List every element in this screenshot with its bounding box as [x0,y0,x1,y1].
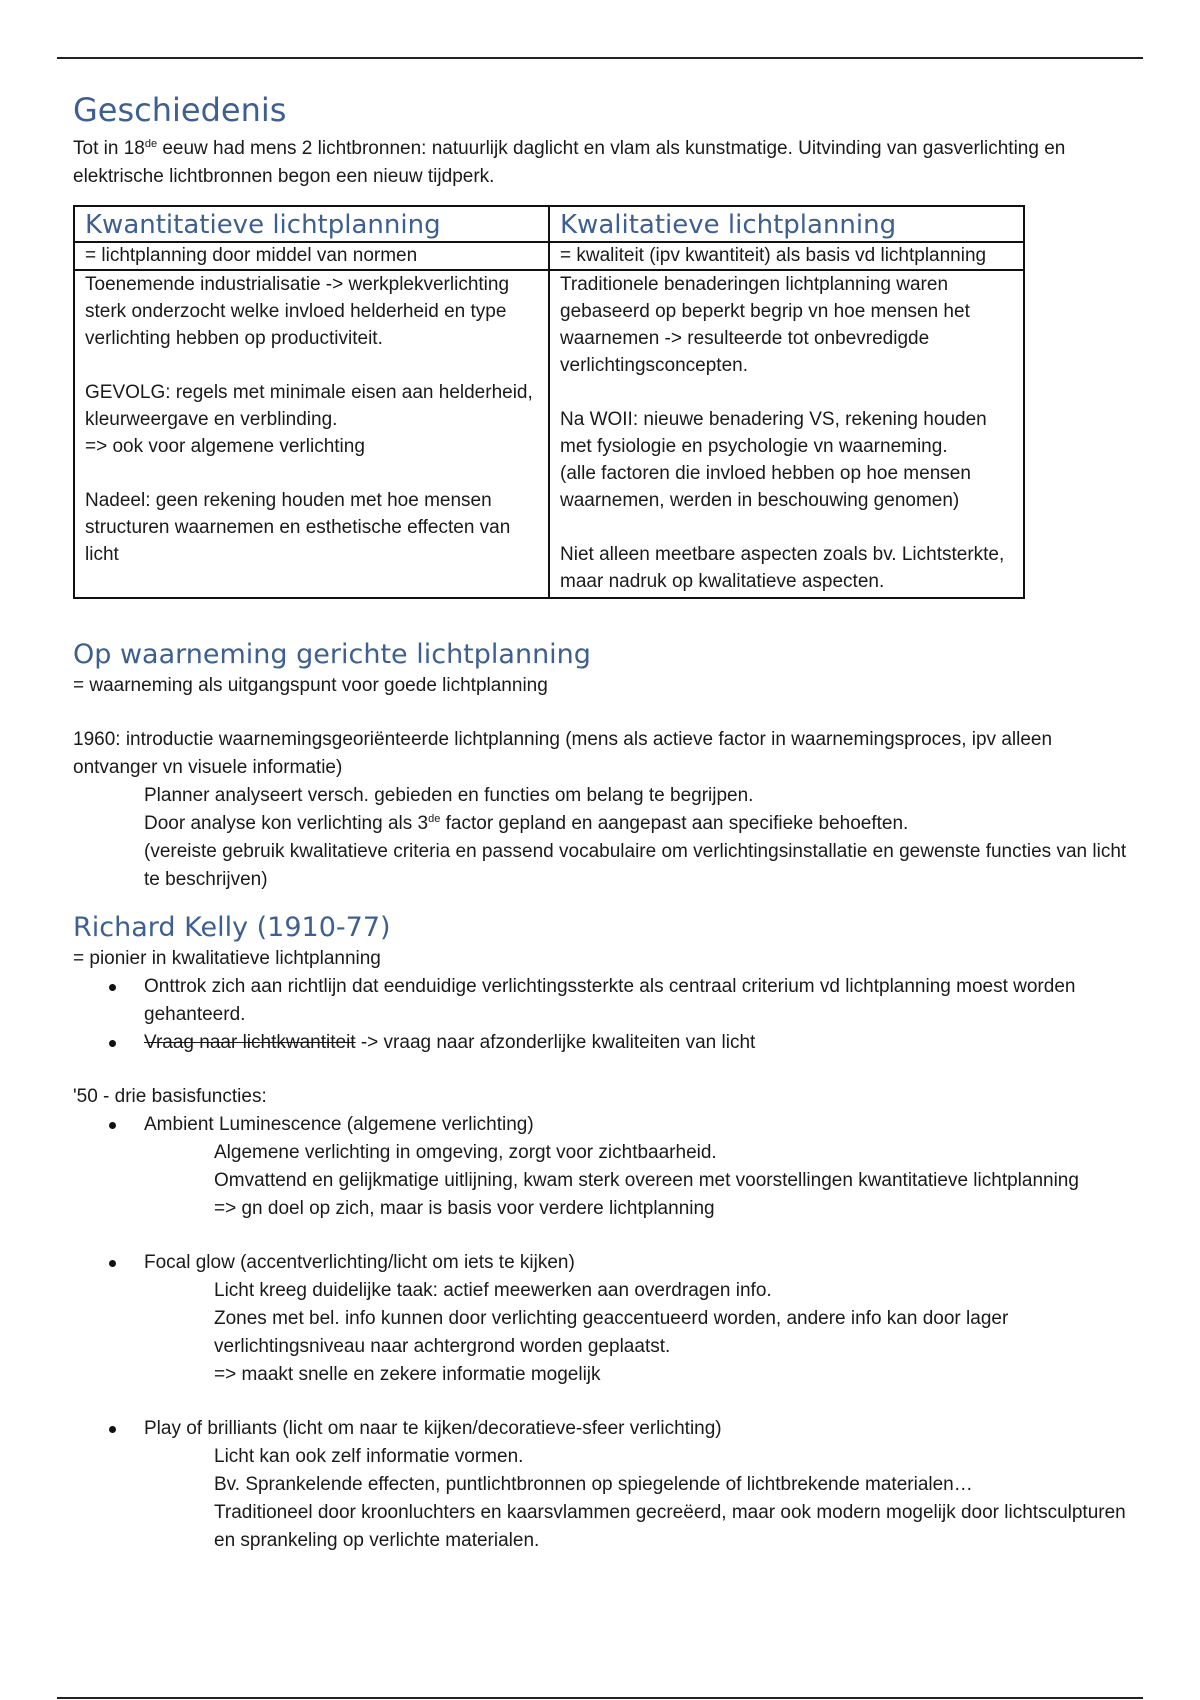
table-definition-kwantitatief: = lichtplanning door middel van normen [74,242,549,270]
section-title-geschiedenis: Geschiedenis [73,91,287,129]
bullet-icon [109,984,116,991]
waarneming-line: Planner analyseert versch. gebieden en functies om belang te begrijpen. [144,784,754,806]
bullet-icon [109,1040,116,1047]
table-body-kwantitatief: Toenemende industrialisatie -> werkplekverlichting sterk onderzocht welke invloed helderheid en type verlichting hebben op productiviteit. GEVOLG: regels met minimale eisen aan helderheid, kleurweergave en verblinding. => ook voor algemene verlichting Nadeel: geen rekening houden met hoe mensen structuren waarnemen en esthetische effecten van licht [74,270,549,598]
functions-list [73,1249,1133,1277]
function-line: Algemene verlichting in omgeving, zorgt voor zichtbaarheid. [214,1141,717,1163]
function-line: => maakt snelle en zekere informatie mogelijk [214,1363,601,1385]
function-line: Omvattend en gelijkmatige uitlijning, kwam sterk overeen met voorstellingen kwantitatieve lichtplanning [214,1169,1079,1191]
function-line: => gn doel op zich, maar is basis voor verdere lichtplanning [214,1197,715,1219]
bullet-icon [109,1260,116,1267]
function-line: Licht kan ook zelf informatie vormen. [214,1445,524,1467]
bullet-icon [109,1122,116,1129]
functions-list [73,1111,1133,1139]
section-title-waarneming: Op waarneming gerichte lichtplanning [73,638,591,670]
footer-rule [57,1697,1143,1699]
geschiedenis-intro: Tot in 18de eeuw had mens 2 lichtbronnen: natuurlijk daglicht en vlam als kunstmatige. Uitvinding van gasverlichting en elektrische lichtbronnen begon een nieuw tijdperk. [73,137,1066,187]
bullet-icon [109,1426,116,1433]
kelly-bullets [73,973,1133,1057]
waarneming-definition: = waarneming als uitgangspunt voor goede lichtplanning [73,674,548,696]
function-line: Bv. Sprankelende effecten, puntlichtbronnen op spiegelende of lichtbrekende materialen… [214,1473,973,1495]
waarneming-1960: 1960: introductie waarnemingsgeoriënteerde lichtplanning (mens als actieve factor in waarnemingsproces, ipv alleen ontvanger vn visuele informatie) [73,728,1053,778]
table-definition-kwalitatief: = kwaliteit (ipv kwantiteit) als basis vd lichtplanning [549,242,1024,270]
list-item: Onttrok zich aan richtlijn dat eenduidige verlichtingssterkte als centraal criterium vd lichtplanning moest worden gehanteerd. [73,973,1133,1029]
function-line: Zones met bel. info kunnen door verlichting geaccentueerd worden, andere info kan door lager verlichtingsniveau naar achtergrond worden geplaatst. [214,1307,1009,1357]
table-heading-kwalitatief: Kwalitatieve lichtplanning [549,206,1024,242]
header-rule [57,57,1143,59]
kelly-definition: = pionier in kwalitatieve lichtplanning [73,947,381,969]
comparison-table [73,205,1025,599]
function-line: Traditioneel door kroonluchters en kaarsvlammen gecreëerd, maar ook modern mogelijk door lichtsculpturen en sprankeling op verlichte materialen. [214,1501,1126,1551]
list-item: Vraag naar lichtkwantiteit -> vraag naar afzonderlijke kwaliteiten van licht [73,1029,1133,1057]
function-item [73,1111,1133,1139]
waarneming-line: (vereiste gebruik kwalitatieve criteria en passend vocabulaire om verlichtingsinstallatie en gewenste functies van licht te beschrijven) [144,840,1127,890]
function-item [73,1249,1133,1277]
function-item [73,1415,1133,1443]
function-name: Play of brilliants (licht om naar te kijken/decoratieve-sfeer verlichting) [144,1417,722,1439]
waarneming-line: Door analyse kon verlichting als 3de factor gepland en aangepast aan specifieke behoeften. [144,812,909,834]
function-name: Focal glow (accentverlichting/licht om iets te kijken) [144,1251,575,1273]
section-title-kelly: Richard Kelly (1910-77) [73,911,391,943]
table-heading-kwantitatief: Kwantitatieve lichtplanning [74,206,549,242]
table-body-kwalitatief: Traditionele benaderingen lichtplanning waren gebaseerd op beperkt begrip vn hoe mensen het waarnemen -> resulteerde tot onbevredigde verlichtingsconcepten. Na WOII: nieuwe benadering VS, rekening houden met fysiologie en psychologie vn waarneming. (alle factoren die invloed hebben op hoe mensen waarnemen, werden in beschouwing genomen) Niet alleen meetbare aspecten zoals bv. Lichtsterkte, maar nadruk op kwalitatieve aspecten. [549,270,1024,598]
function-line: Licht kreeg duidelijke taak: actief meewerken aan overdragen info. [214,1279,772,1301]
functions-list [73,1415,1133,1443]
document-page [73,92,1133,1555]
functions-intro: '50 - drie basisfuncties: [73,1085,267,1107]
function-name: Ambient Luminescence (algemene verlichting) [144,1113,534,1135]
